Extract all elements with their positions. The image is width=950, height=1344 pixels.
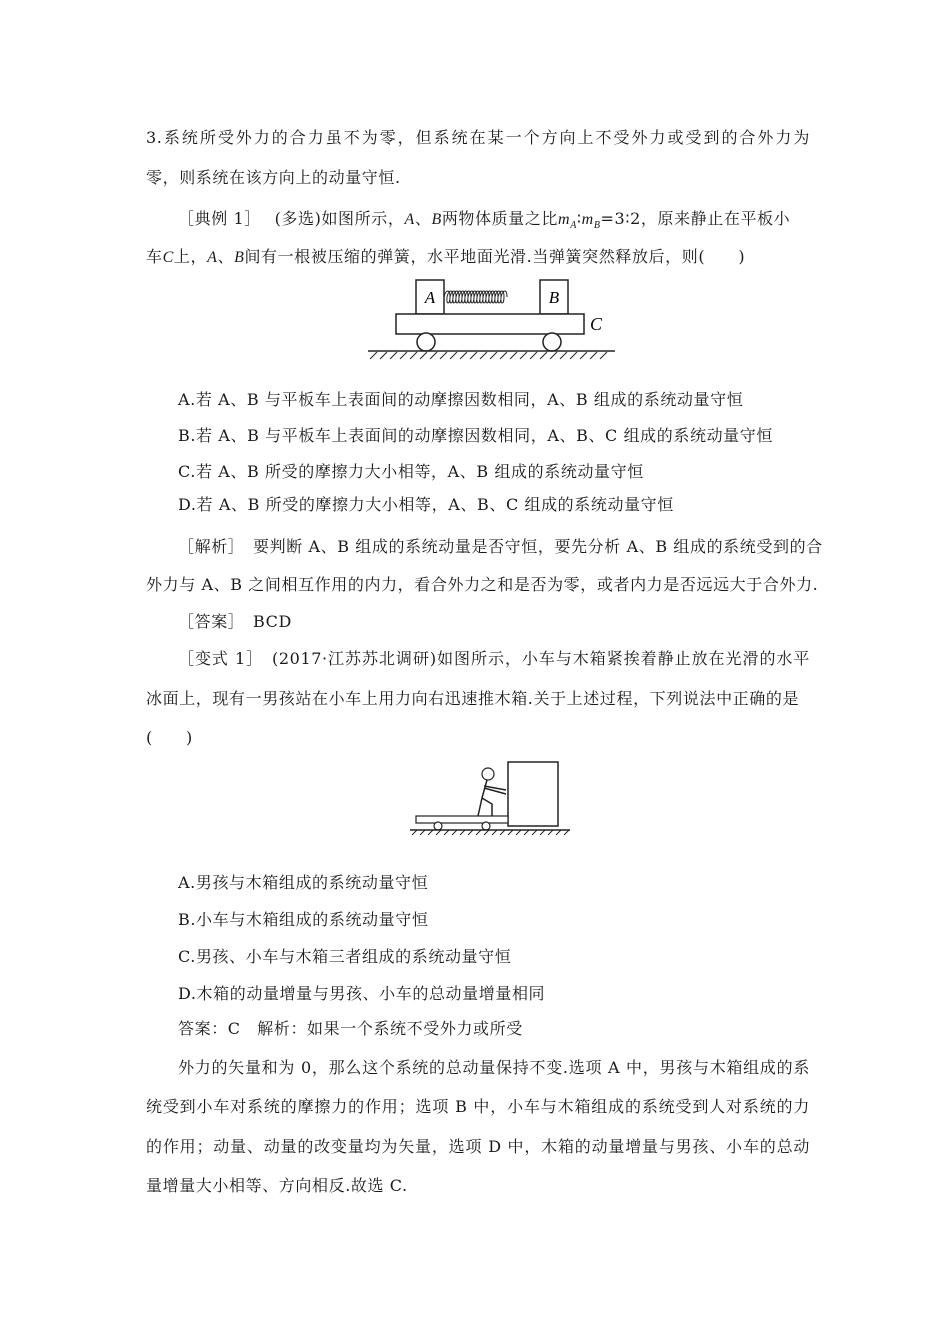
var-b: B xyxy=(431,211,442,228)
wheel-right xyxy=(543,333,561,351)
option-b: B.若 A、B 与平板车上表面间的动摩擦因数相同，A、B、C 组成的系统动量守恒 xyxy=(178,426,773,445)
var-c: C xyxy=(162,249,174,266)
variant-1-line-2: 冰面上，现有一男孩站在小车上用力向右迅速推木箱.关于上述过程，下列说法中正确的是 xyxy=(146,689,800,708)
analysis-line-2: 外力与 A、B 之间相互作用的内力，看合外力之和是否为零，或者内力是否远远大于合外力. xyxy=(146,575,819,594)
figure-boy-pushing-box xyxy=(408,760,573,835)
text: 上， xyxy=(173,247,208,266)
text: 间有一根被压缩的弹簧，水平地面光滑.当弹簧突然释放后，则( ) xyxy=(244,247,746,266)
cart-wheel-left xyxy=(434,822,442,830)
example-label: ［典例 1］ xyxy=(178,209,261,228)
explanation-line-2: 统受到小车对系统的摩擦力的作用；选项 B 中，小车与木箱组成的系统受到人对系统的力 xyxy=(146,1097,810,1116)
spring xyxy=(444,291,507,303)
mass-a: m xyxy=(558,211,571,228)
multi-select-tag: (多选) xyxy=(274,209,322,228)
wheel-left xyxy=(417,333,435,351)
ground-hatch xyxy=(370,352,607,359)
example-1-line-1: ［典例 1］ (多选)如图所示，A、B两物体质量之比$m_A∶m_B=3∶2$，原来静止在平板小 xyxy=(178,209,791,232)
block-b-label: B xyxy=(548,288,560,307)
small-cart xyxy=(416,816,508,823)
figure-cart-spring xyxy=(360,278,620,360)
option-c: C.若 A、B 所受的摩擦力大小相等，A、B 组成的系统动量守恒 xyxy=(178,462,644,481)
mass-b-sub: B xyxy=(593,220,601,232)
variant-option-c: C.男孩、小车与木箱三者组成的系统动量守恒 xyxy=(178,947,512,966)
text: 如图所示， xyxy=(321,209,405,228)
ratio-sign: ∶ xyxy=(576,209,582,228)
explanation-line-3: 的作用；动量、动量的改变量均为矢量，选项 D 中，木箱的动量增量与男孩、小车的总动 xyxy=(146,1137,810,1156)
variant-1-line-3: ( ) xyxy=(146,728,193,747)
cart-wheel-right xyxy=(482,822,490,830)
text: =3∶2，原来静止在平板小 xyxy=(600,209,791,228)
var-b: B xyxy=(234,249,245,266)
mass-b: m xyxy=(581,211,594,228)
variant-option-b: B.小车与木箱组成的系统动量守恒 xyxy=(178,910,429,929)
boy-body xyxy=(478,780,506,816)
explanation-line-4: 量增量大小相等、方向相反.故选 C. xyxy=(146,1176,408,1195)
variant-option-a: A.男孩与木箱组成的系统动量守恒 xyxy=(178,873,429,892)
boy-head xyxy=(482,768,494,780)
cart-board-c xyxy=(396,314,584,334)
mass-a-sub: A xyxy=(570,220,577,232)
explanation-line-1: 外力的矢量和为 0，那么这个系统的总动量保持不变.选项 A 中，男孩与木箱组成的系 xyxy=(178,1058,810,1077)
cart-label-c: C xyxy=(590,314,603,334)
wooden-box xyxy=(508,762,558,826)
text-line: 3.系统所受外力的合力虽不为零，但系统在某一个方向上不受外力或受到的合外力为 xyxy=(146,128,810,147)
option-d: D.若 A、B 所受的摩擦力大小相等，A、B、C 组成的系统动量守恒 xyxy=(178,495,674,514)
analysis-line-1: ［解析］ 要判断 A、B 组成的系统动量是否守恒，要先分析 A、B 组成的系统受到的合 xyxy=(178,537,823,556)
example-1-line-2: 车C上，A、B间有一根被压缩的弹簧，水平地面光滑.当弹簧突然释放后，则( ) xyxy=(146,247,746,266)
variant-option-d: D.木箱的动量增量与男孩、小车的总动量增量相同 xyxy=(178,984,546,1003)
variant-answer: 答案：C 解析：如果一个系统不受外力或所受 xyxy=(178,1019,523,1038)
text: 车 xyxy=(146,247,163,266)
answer: ［答案］ BCD xyxy=(178,612,292,631)
var-a: A xyxy=(207,249,218,266)
text-line: 零，则系统在该方向上的动量守恒. xyxy=(146,168,401,187)
option-a: A.若 A、B 与平板车上表面间的动摩擦因数相同，A、B 组成的系统动量守恒 xyxy=(178,390,744,409)
var-a: A xyxy=(404,211,415,228)
text: 两物体质量之比 xyxy=(441,209,559,228)
variant-1-line-1: ［变式 1］ (2017·江苏苏北调研)如图所示，小车与木箱紧挨着静止放在光滑的水平 xyxy=(178,649,810,668)
block-a-label: A xyxy=(424,288,436,307)
